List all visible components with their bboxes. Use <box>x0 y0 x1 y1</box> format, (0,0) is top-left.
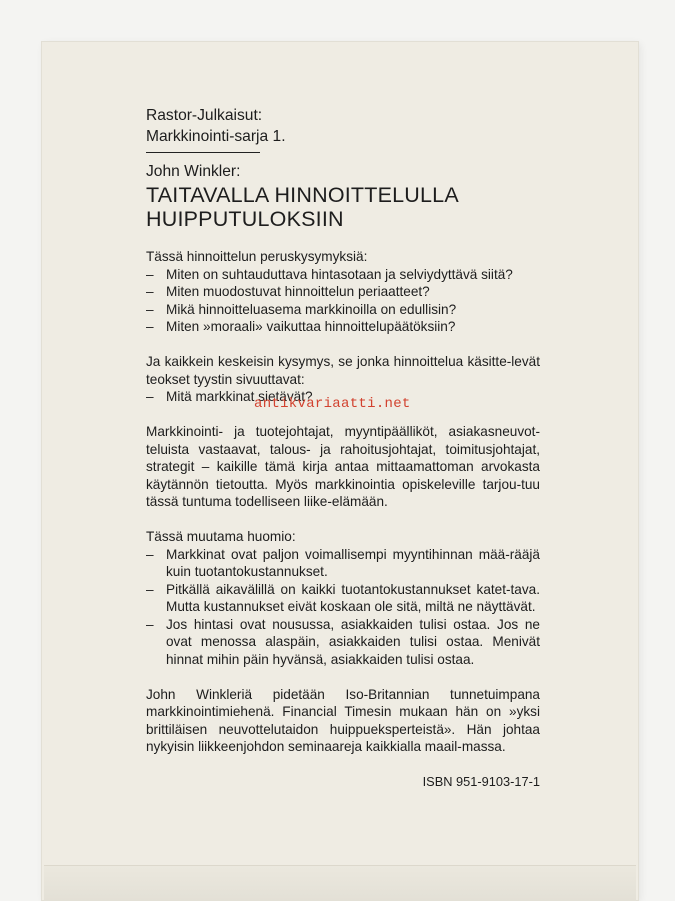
back-cover-text <box>146 105 540 791</box>
question-item <box>146 318 540 336</box>
question-text: Miten on suhtauduttava hintasotaan ja selviydyttävä siitä? <box>166 266 513 282</box>
series-line-1: Rastor-Julkaisut: <box>146 107 263 124</box>
dash-bullet: – <box>146 616 154 632</box>
dash-bullet: – <box>146 301 154 317</box>
note-item <box>146 581 540 616</box>
divider-rule <box>146 152 260 153</box>
note-text: Markkinat ovat paljon voimallisempi myyntihinnan mää-rääjä kuin tuotantokustannukset. <box>166 546 540 579</box>
dash-bullet: – <box>146 389 154 404</box>
audience-paragraph: Markkinointi- ja tuotejohtajat, myyntipäälliköt, asiakasneuvot-teluista vastaavat, talous- ja rahoitusjohtajat, toimitusjohtajat, strategit – kaikille tämä kirja antaa mittaamattoman arvokasta käytännön tietoutta. Myös markkinointia opiskeleville tarjou-tuu tässä tuntuma todelliseen liike-elämään. <box>146 424 540 509</box>
questions-list <box>146 266 540 336</box>
isbn: ISBN 951-9103-17-1 <box>422 774 540 789</box>
note-item <box>146 616 540 669</box>
author-name: John Winkler: <box>146 163 241 180</box>
note-item <box>146 546 540 581</box>
question-text: Miten »moraali» vaikuttaa hinnoittelupäätöksiin? <box>166 319 456 334</box>
title-line-1: TAITAVALLA HINNOITTELULLA <box>146 183 459 207</box>
note-text: Jos hintasi ovat nousussa, asiakkaiden tulisi ostaa. Jos ne ovat menossa alaspäin, asiakkaiden tulisi ostaa. Menivät hinnat mihin päin hyvänsä, asiakkaiden tulisi ostaa. <box>166 616 540 667</box>
question-text: Mikä hinnoitteluasema markkinoilla on edullisin? <box>166 301 457 317</box>
dash-bullet: – <box>146 284 154 299</box>
dash-bullet: – <box>146 546 154 562</box>
book-title <box>146 183 540 231</box>
key-question-intro: Ja kaikkein keskeisin kysymys, se jonka hinnoittelua käsitte-levät teokset tyystin sivuuttavat: <box>146 354 540 387</box>
note-text: Pitkällä aikavälillä on kaikki tuotantokustannukset katet-tava. Mutta kustannukset eivät koskaan ole sitä, miltä ne näyttävät. <box>166 581 540 614</box>
notes-intro: Tässä muutama huomio: <box>146 529 296 544</box>
series-line-2: Markkinointi-sarja 1. <box>146 128 286 145</box>
question-item <box>146 283 540 301</box>
intro-text: Tässä hinnoittelun peruskysymyksiä: <box>146 249 368 264</box>
watermark: antikvariaatti.net <box>254 396 411 412</box>
title-line-2: HUIPPUTULOKSIIN <box>146 207 344 231</box>
dash-bullet: – <box>146 266 154 282</box>
question-text: Miten muodostuvat hinnoittelun periaatteet? <box>166 284 430 299</box>
question-item <box>146 301 540 319</box>
question-item <box>146 266 540 284</box>
key-question-text: Mitä markkinat sietävät? <box>166 389 313 404</box>
author-bio: John Winkleriä pidetään Iso-Britannian tunnetuimpana markkinointimiehenä. Financial Timesin mukaan hän on »yksi brittiläisen neuvottelutaidon huippueksperteistä». Hän johtaa nykyisin liikkeenjohdon seminaareja kaikkialla maail-massa. <box>146 686 540 754</box>
book-page-edges <box>44 865 636 901</box>
dash-bullet: – <box>146 319 154 334</box>
dash-bullet: – <box>146 581 154 597</box>
notes-list <box>146 546 540 669</box>
